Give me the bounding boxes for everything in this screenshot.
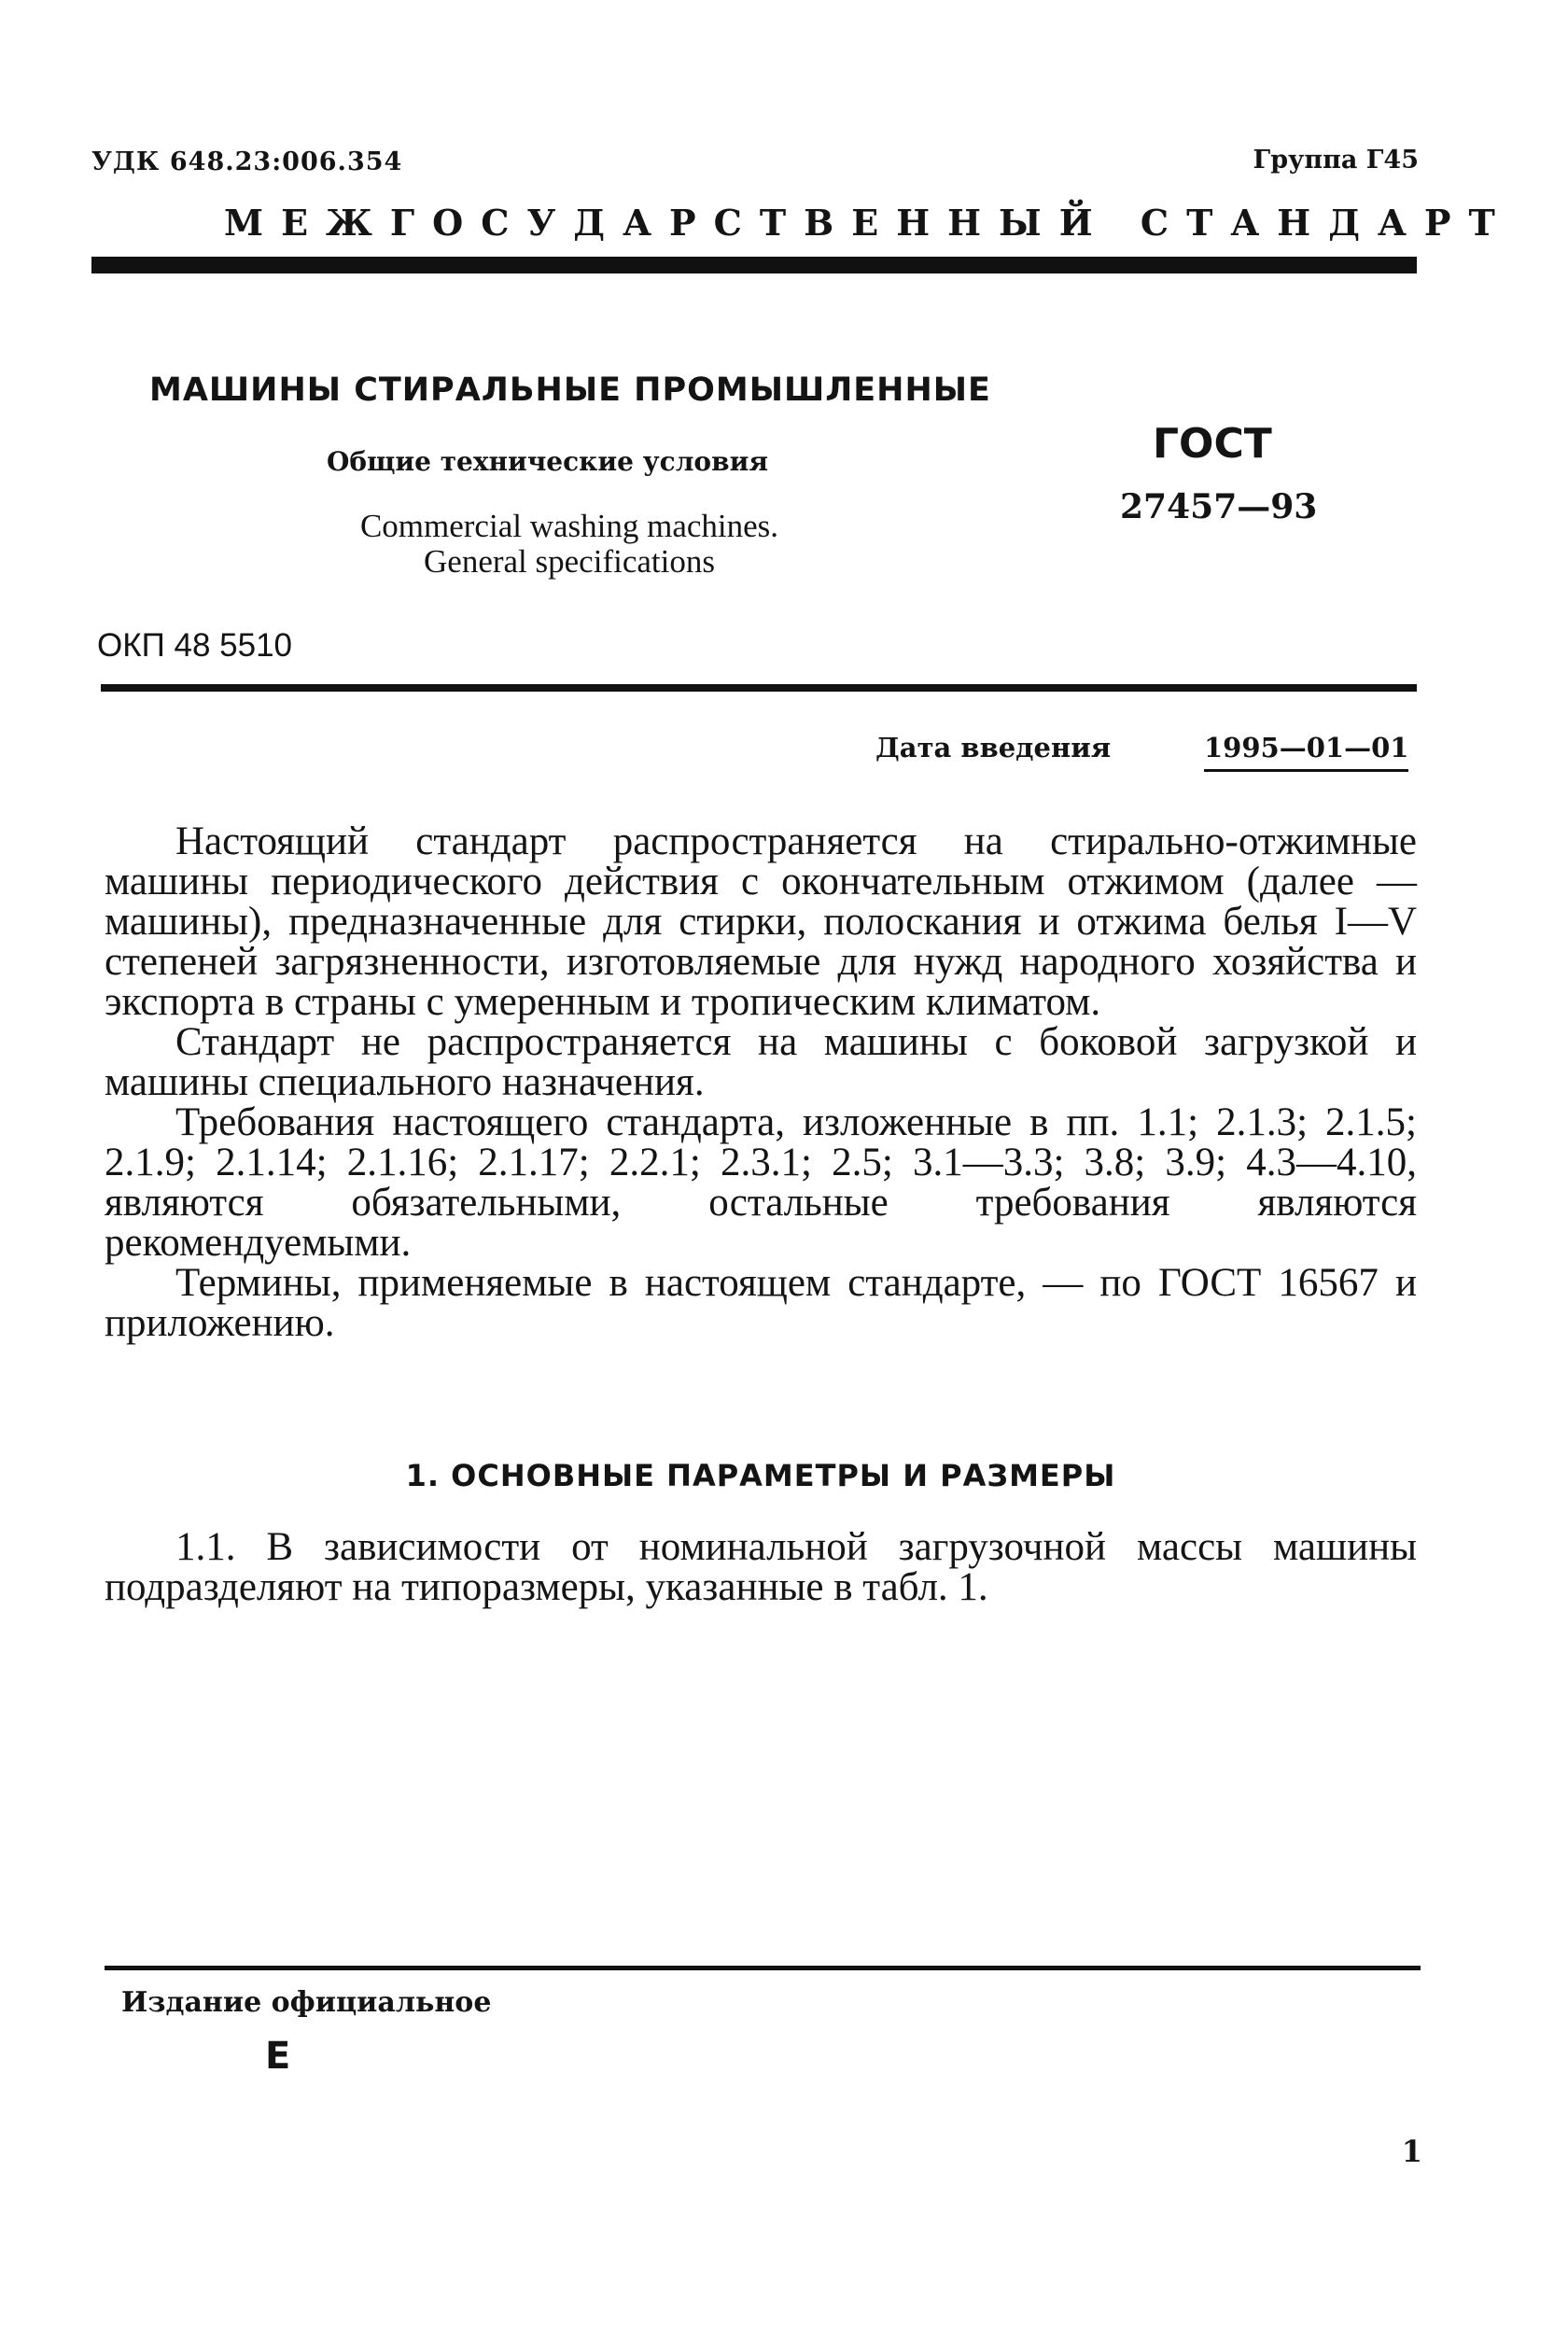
gost-number: 27457—93	[1120, 487, 1318, 526]
document-subtitle-ru: Общие технические условия	[327, 446, 769, 477]
document-title-en	[289, 509, 849, 580]
footer-rule	[105, 1966, 1421, 1970]
paragraph-scope: Настоящий стандарт распространяется на стирально-отжимные машины периодического действия с окончательным отжимом (далее — машины), предназначенные для стирки, полоскания и отжима белья I—V степеней загрязненности, изготовляемые для нужд народного хозяйства и экспорта в страны с умеренным и тропическим климатом.	[105, 819, 1417, 1024]
paragraph-mandatory-requirements: Требования настоящего стандарта, изложенные в пп. 1.1; 2.1.3; 2.1.5; 2.1.9; 2.1.14; 2.1.16; 2.1.17; 2.2.1; 2.3.1; 2.5; 3.1—3.3; 3.8; 3.9; 4.3—4.10, являются обязательными, остальные требования являются рекомендуемыми.	[105, 1100, 1417, 1265]
title-en-line-2: General specifications	[424, 543, 715, 580]
clause-1-1: 1.1. В зависимости от номинальной загрузочной массы машины подразделяют на типоразмеры, указанные в табл. 1.	[105, 1525, 1417, 1609]
paragraph-exclusions: Стандарт не распространяется на машины с боковой загрузкой и машины специального назначения.	[105, 1020, 1417, 1104]
group-code: Группа Г45	[1253, 146, 1419, 175]
edition-mark: Е	[265, 2035, 291, 2078]
edition-note: Издание официальное	[121, 1986, 492, 2019]
okp-code: ОКП 48 5510	[97, 627, 293, 664]
header-rule	[91, 257, 1417, 273]
title-block-rule	[101, 684, 1417, 692]
section-1-heading: 1. ОСНОВНЫЕ ПАРАМЕТРЫ И РАЗМЕРЫ	[405, 1458, 1116, 1493]
udk-code: УДК 648.23:006.354	[91, 147, 403, 176]
standard-type-heading: МЕЖГОСУДАРСТВЕННЫЙ СТАНДАРТ	[224, 202, 1513, 244]
body-text	[105, 821, 1417, 1343]
introduction-date-label: Дата введения	[875, 732, 1112, 763]
paragraph-terms: Термины, применяемые в настоящем стандарте, — по ГОСТ 16567 и приложению.	[105, 1261, 1417, 1345]
title-en-line-1: Commercial washing machines.	[359, 508, 779, 544]
gost-label: ГОСТ	[1153, 420, 1272, 468]
page-number: 1	[1401, 2134, 1422, 2169]
introduction-date-value: 1995—01—01	[1204, 732, 1408, 772]
document-title-ru: МАШИНЫ СТИРАЛЬНЫЕ ПРОМЫШЛЕННЫЕ	[149, 371, 991, 409]
